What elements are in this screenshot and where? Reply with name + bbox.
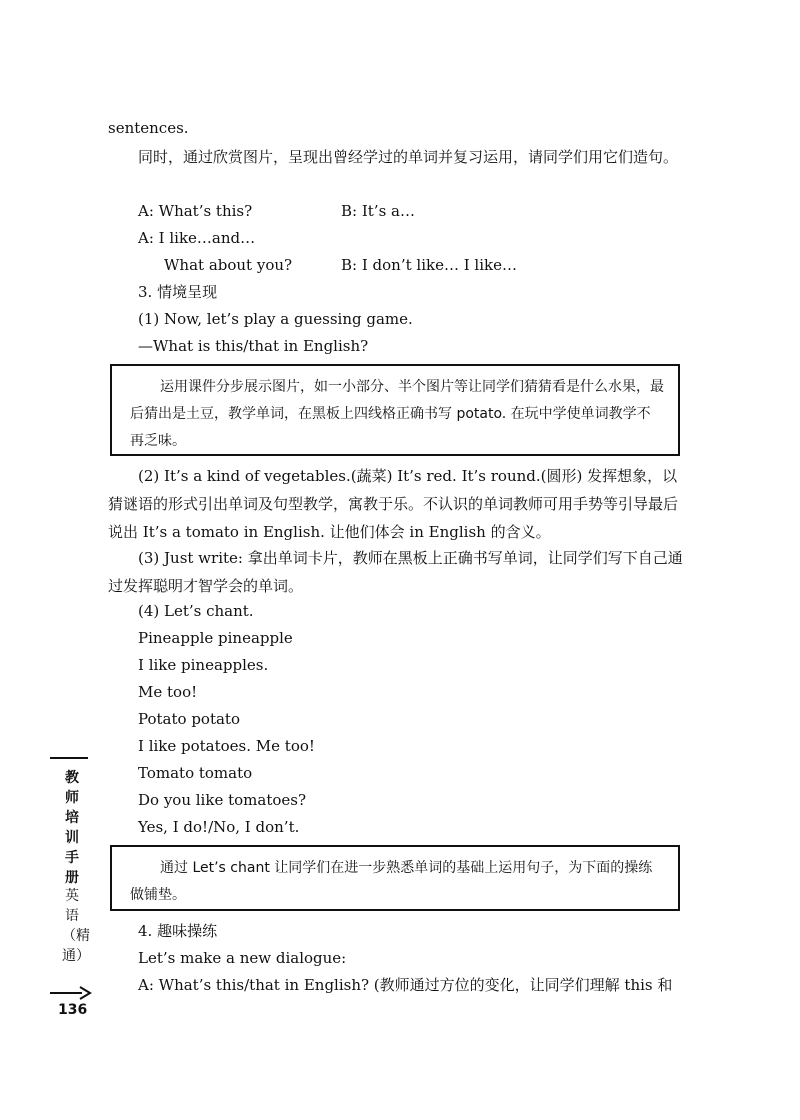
chant-line: Do you like tomatoes? <box>138 791 306 809</box>
dialogue-line: B: I don’t like… I like… <box>341 256 517 274</box>
chant-line: I like potatoes. Me too! <box>138 737 315 755</box>
paragraph: (3) Just write: 拿出单词卡片，教师在黑板上正确书写单词，让同学们写下自己通过发挥聪明才智学会的单词。 <box>108 549 683 595</box>
note-box: 通过 Let’s chant 让同学们在进一步熟悉单词的基础上运用句子，为下面的操练做铺垫。 <box>110 845 680 911</box>
page-number: 136 <box>58 1002 88 1018</box>
chant-line: Tomato tomato <box>138 764 253 782</box>
chant-line: Me too! <box>138 683 198 701</box>
chevron-right-icon <box>50 986 96 1000</box>
side-subtitle: 英语（精通） <box>62 888 90 964</box>
chant-line: Pineapple pineapple <box>138 629 293 647</box>
chant-line: Potato potato <box>138 710 240 728</box>
section-heading: 4. 趣味操练 <box>138 922 218 940</box>
dialogue-line: What about you? <box>164 256 293 274</box>
dialogue-line: A: What’s this? <box>138 202 253 220</box>
section-heading: 3. 情境呈现 <box>138 283 218 301</box>
dialogue-line: B: It’s a… <box>341 202 415 220</box>
text-line: A: What’s this/that in English? (教师通过方位的变化，让同学们理解 this 和 <box>138 976 673 994</box>
chant-line: (4) Let’s chant. <box>138 602 254 620</box>
text-line: sentences. <box>108 119 189 137</box>
paragraph: 同时，通过欣赏图片，呈现出曾经学过的单词并复习运用，请同学们用它们造句。 <box>138 148 679 166</box>
side-title: 教师培训手册 <box>65 770 79 886</box>
text-line: Let’s make a new dialogue: <box>138 949 347 967</box>
text-line: (1) Now, let’s play a guessing game. <box>138 310 413 328</box>
paragraph: (2) It’s a kind of vegetables.(蔬菜) It’s red. It’s round.(圆形) 发挥想象，以猜谜语的形式引出单词及句型教学，寓教于乐。不认识的单词教师可用手势等引导最后说出 It’s a tomato in English. 让他们体会 in English 的含义。 <box>108 467 679 541</box>
text-line: —What is this/that in English? <box>138 337 369 355</box>
chant-line: Yes, I do!/No, I don’t. <box>138 818 300 836</box>
dialogue-line: A: I like…and… <box>138 229 256 247</box>
chant-line: I like pineapples. <box>138 656 269 674</box>
note-box: 运用课件分步展示图片，如一小部分、半个图片等让同学们猜猜看是什么水果，最后猜出是土豆，教学单词，在黑板上四线格正确书写 potato. 在玩中学使单词教学不再乏味。 <box>110 364 680 456</box>
side-rule <box>50 757 88 759</box>
